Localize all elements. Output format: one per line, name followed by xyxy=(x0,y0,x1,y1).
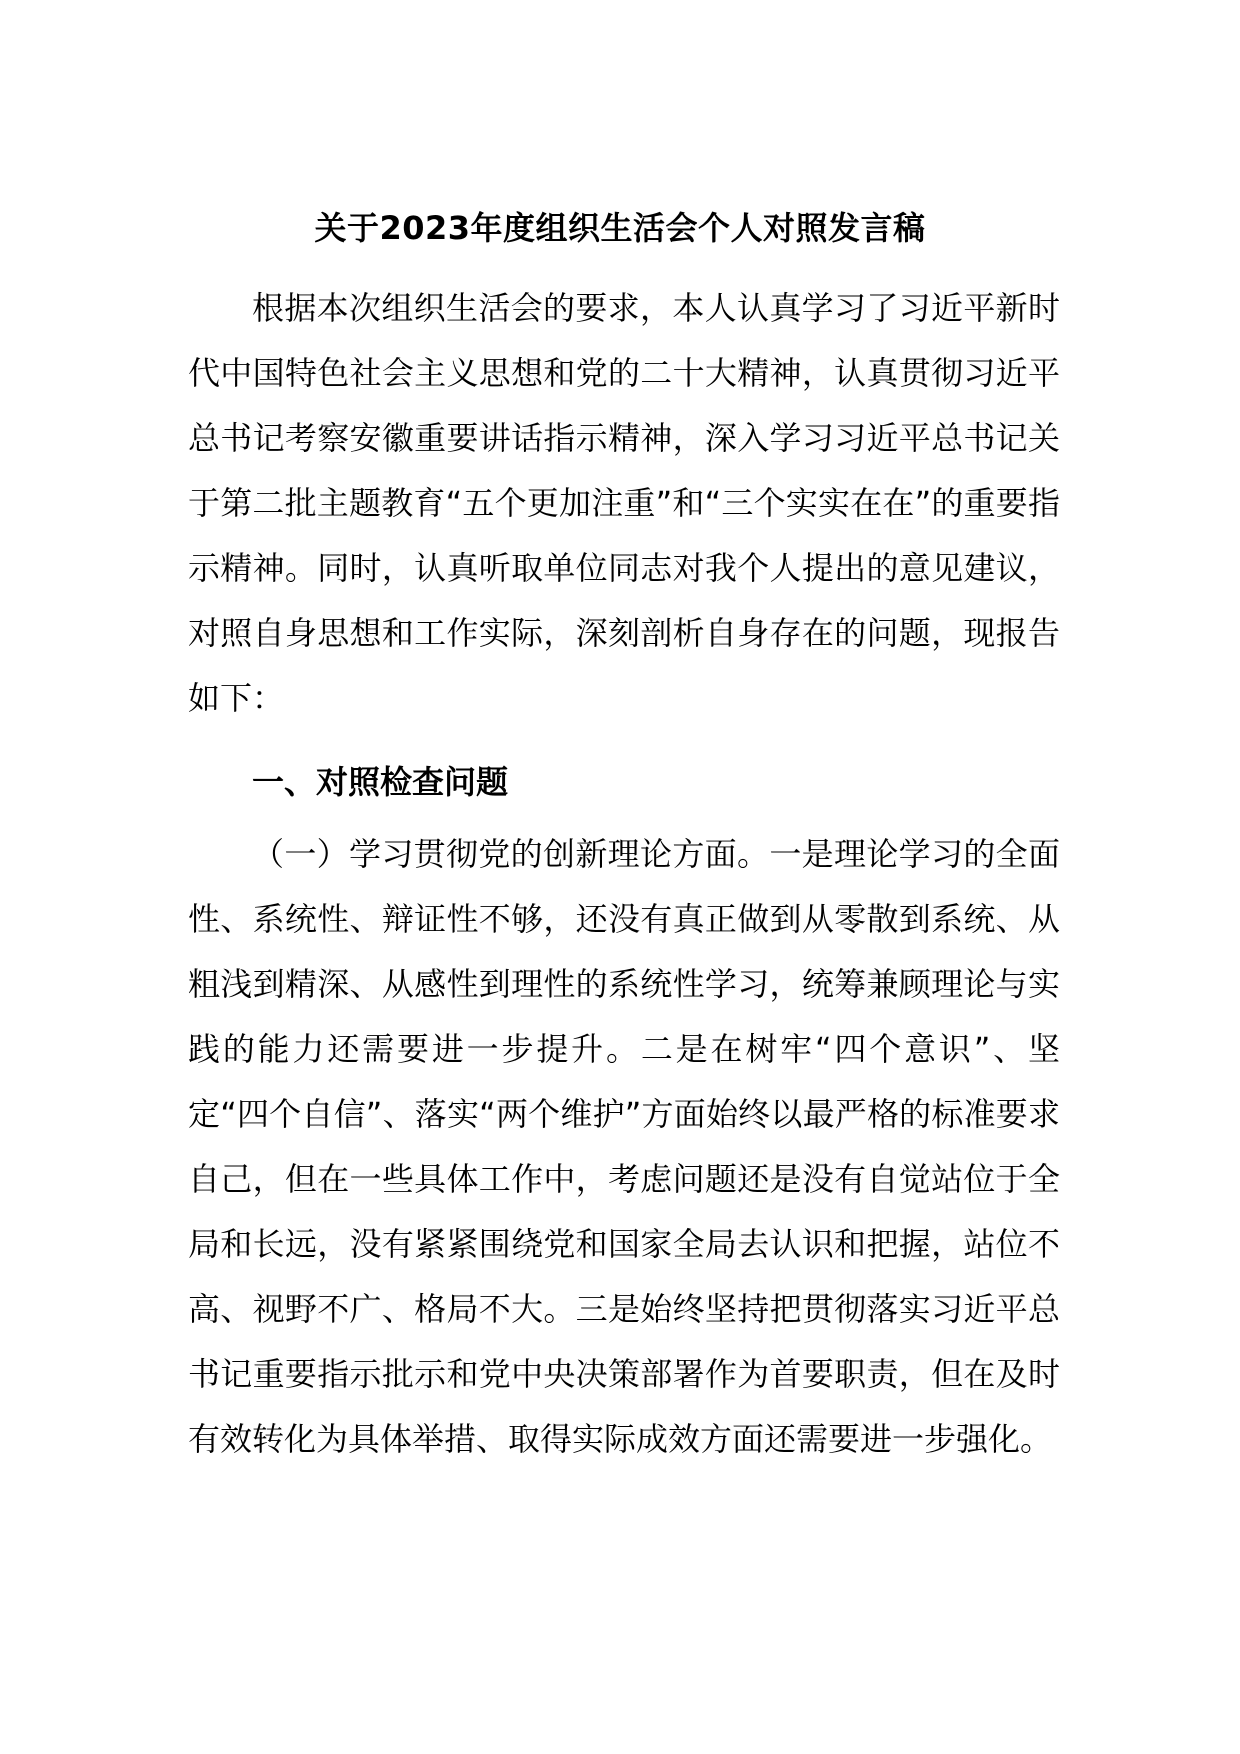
document-title: 关于2023年度组织生活会个人对照发言稿 xyxy=(314,209,926,247)
section-heading-1: 一、对照检查问题 xyxy=(252,763,509,801)
section-1-paragraph-1: （一）学习贯彻党的创新理论方面。一是理论学习的全面性、系统性、辩证性不够，还没有真正做到从零散到系统、从粗浅到精深、从感性到理性的系统性学习，统筹兼顾理论与实践的能力还需要进一步提升。二是在树牢“四个意识”、坚定“四个自信”、落实“两个维护”方面始终以最严格的标准要求自己，但在一些具体工作中，考虑问题还是没有自觉站位于全局和长远，没有紧紧围绕党和国家全局去认识和把握，站位不高、视野不广、格局不大。三是始终坚持把贯彻落实习近平总书记重要指示批示和党中央决策部署作为首要职责，但在及时有效转化为具体举措、取得实际成效方面还需要进一步强化。 xyxy=(188,835,1060,1458)
intro-paragraph: 根据本次组织生活会的要求，本人认真学习了习近平新时代中国特色社会主义思想和党的二十大精神，认真贯彻习近平总书记考察安徽重要讲话指示精神，深入学习习近平总书记关于第二批主题教育“五个更加注重”和“三个实实在在”的重要指示精神。同时，认真听取单位同志对我个人提出的意见建议，对照自身思想和工作实际，深刻剖析自身存在的问题，现报告如下： xyxy=(188,289,1060,717)
